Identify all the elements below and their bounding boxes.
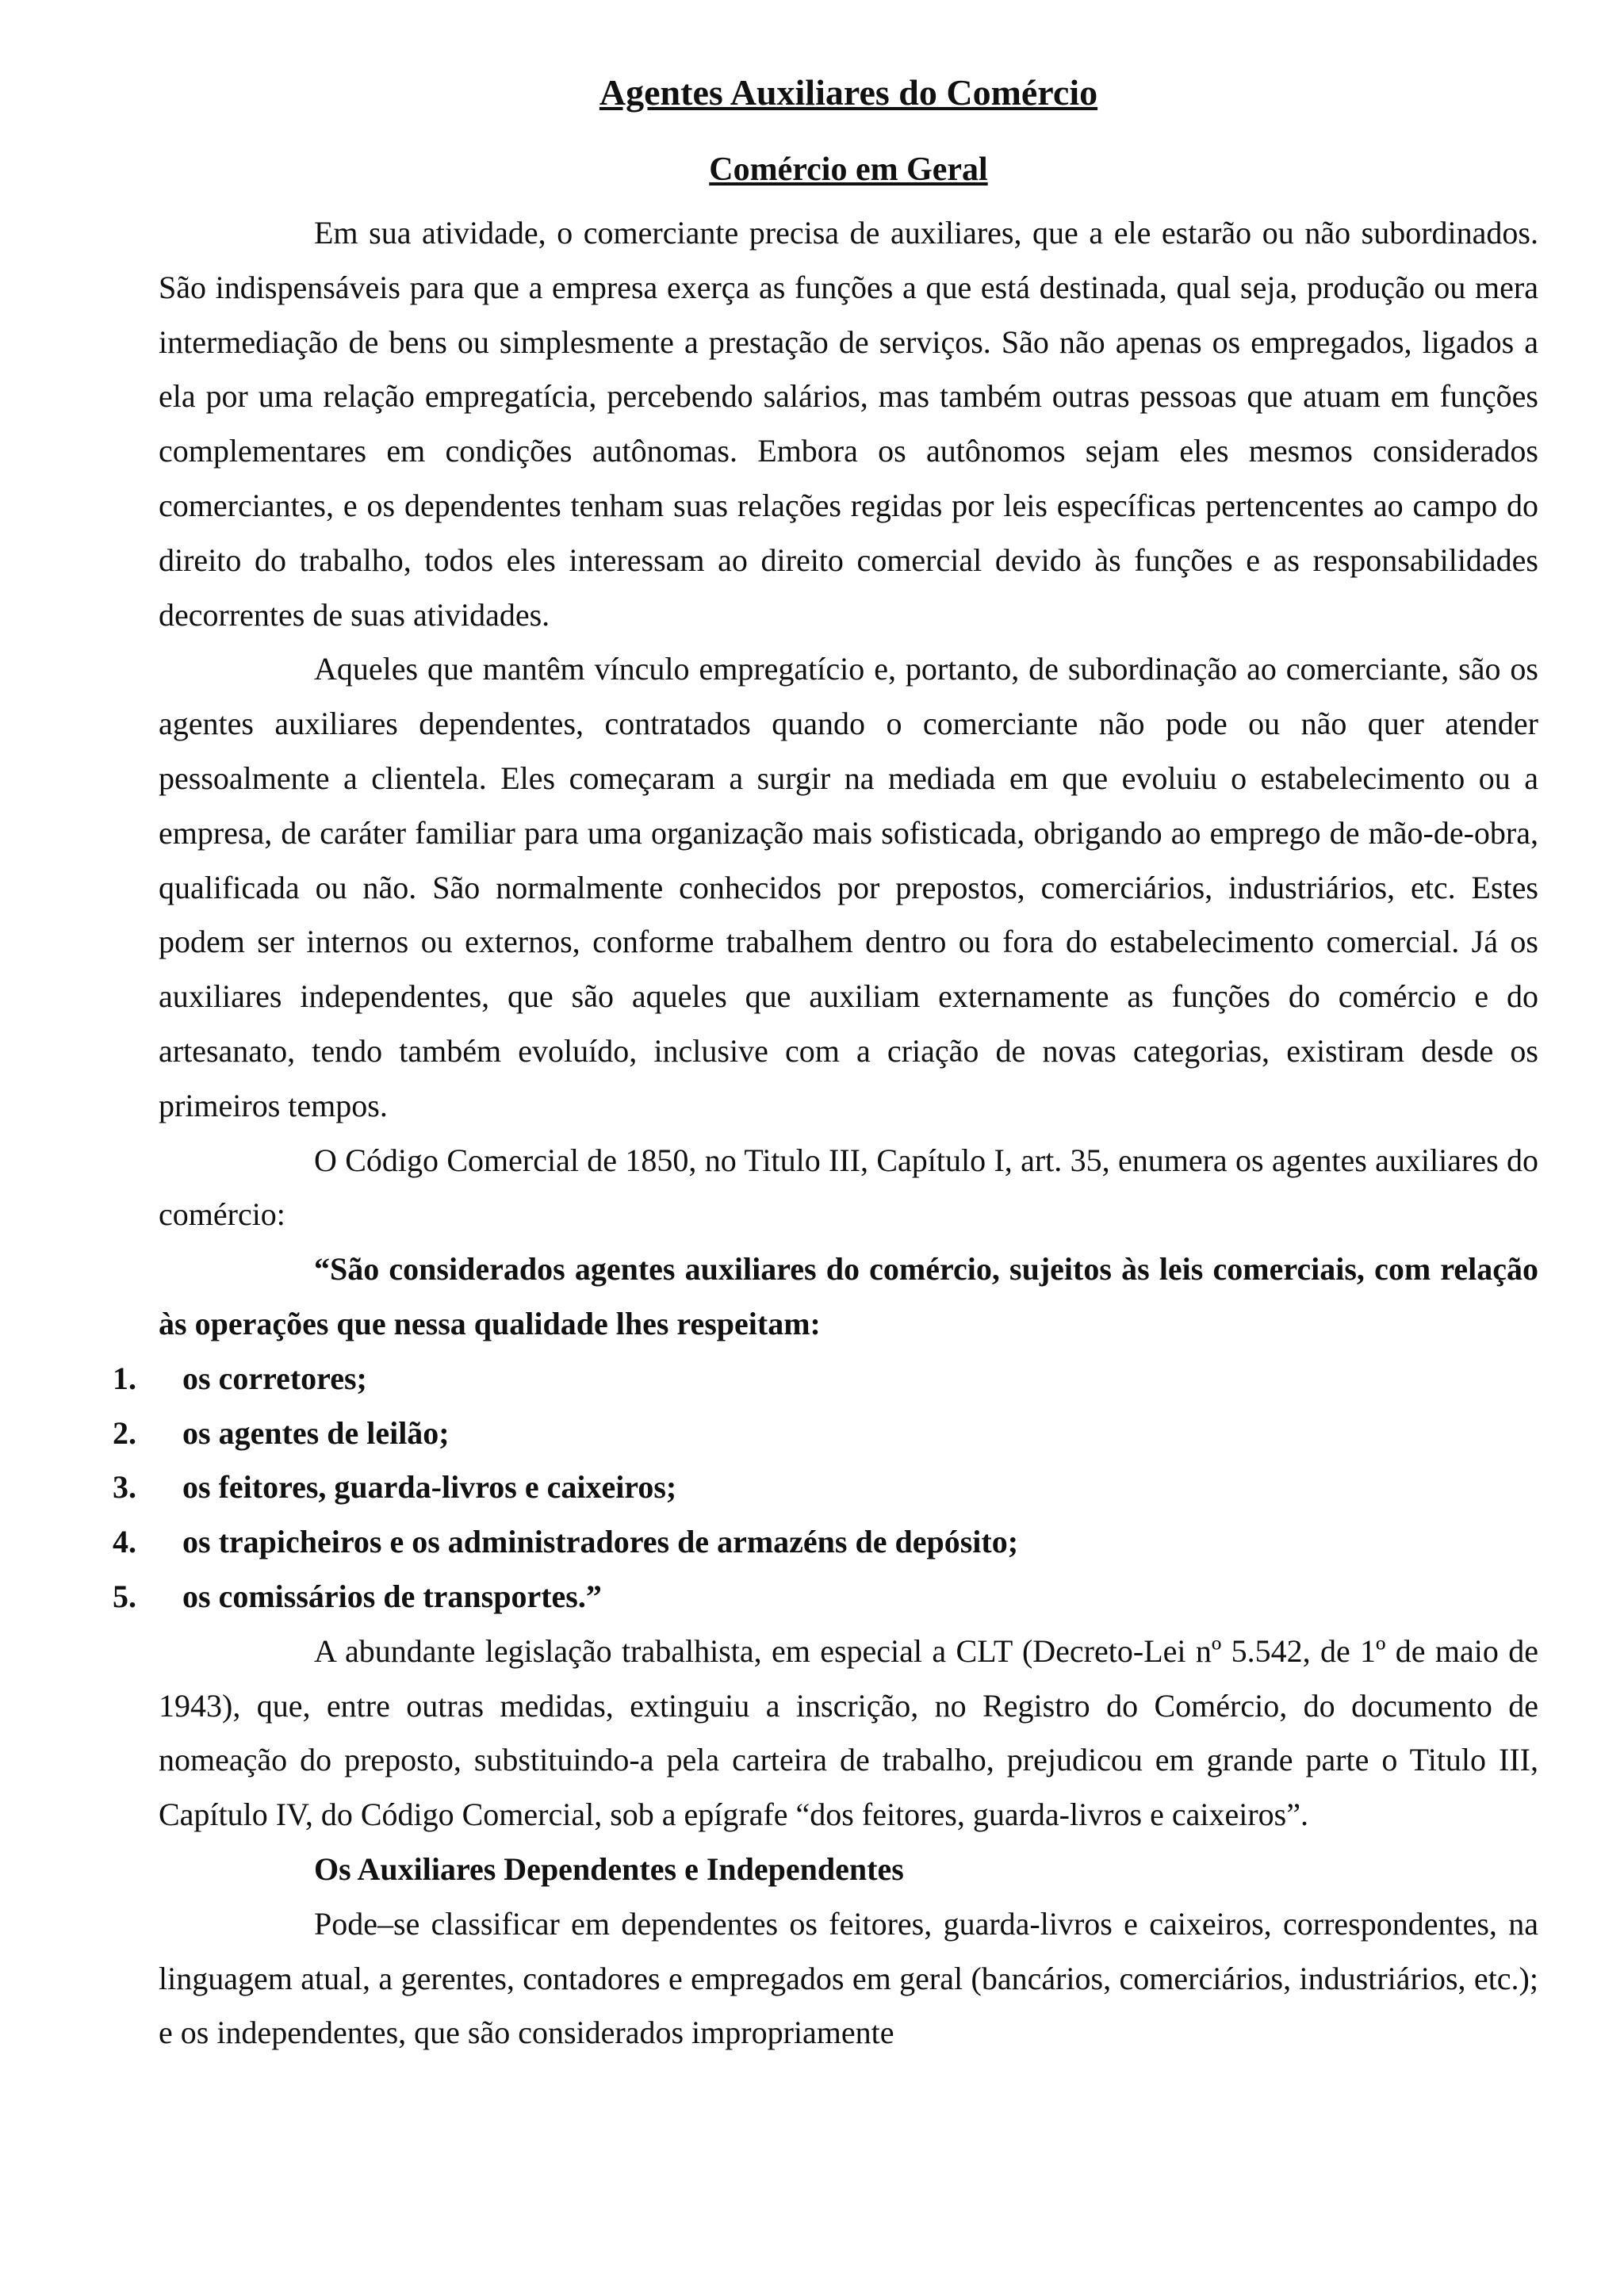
list-item-text: os trapicheiros e os administradores de armazéns de depósito; xyxy=(182,1524,1019,1560)
list-item xyxy=(113,1570,1538,1624)
paragraph-3: O Código Comercial de 1850, no Titulo III, Capítulo I, art. 35, enumera os agentes auxiliares do comércio: xyxy=(159,1142,1538,1233)
list-item-text: os comissários de transportes.” xyxy=(182,1578,602,1614)
section-heading: Os Auxiliares Dependentes e Independentes xyxy=(314,1850,904,1887)
paragraph-2: Aqueles que mantêm vínculo empregatício e, portanto, de subordinação ao comerciante, são os agentes auxiliares dependentes, contratados quando o comerciante não pode ou não quer atender pessoalmente a clientela. Eles começaram a surgir na mediada em que evoluiu o estabelecimento ou a empresa, de caráter familiar para uma organização mais sofisticada, obrigando ao emprego de mão-de-obra, qualificada ou não. São normalmente conhecidos por prepostos, comerciários, industriários, etc. Estes podem ser internos ou externos, conforme trabalhem dentro ou fora do estabelecimento comercial. Já os auxiliares independentes, que são aqueles que auxiliam externamente as funções do comércio e do artesanato, tendo também evoluído, inclusive com a criação de novas categorias, existiram desde os primeiros tempos. xyxy=(159,651,1538,1123)
list-item xyxy=(113,1406,1538,1461)
list-item xyxy=(113,1352,1538,1406)
list-item-text: os feitores, guarda-livros e caixeiros; xyxy=(182,1469,677,1506)
paragraph-1: Em sua atividade, o comerciante precisa de auxiliares, que a ele estarão ou não subordinados. São indispensáveis para que a empresa exerça as funções a que está destinada, qual seja, produção ou mera intermediação de bens ou simplesmente a prestação de serviços. São não apenas os empregados, ligados a ela por uma relação empregatícia, percebendo salários, mas também outras pessoas que atuam em funções complementares em condições autônomas. Embora os autônomos sejam eles mesmos considerados comerciantes, e os dependentes tenham suas relações regidas por leis específicas pertencentes ao campo do direito do trabalho, todos eles interessam ao direito comercial devido às funções e as responsabilidades decorrentes de suas atividades. xyxy=(159,215,1538,633)
section-subtitle: Comércio em Geral xyxy=(709,151,988,188)
paragraph-last: Pode–se classificar em dependentes os feitores, guarda-livros e caixeiros, correspondentes, na linguagem atual, a gerentes, contadores e empregados em geral (bancários, comerciários, industriários, etc.); e os independentes, que são considerados impropriamente xyxy=(159,1905,1538,2051)
document-body xyxy=(113,206,1538,2061)
list-item-text: os agentes de leilão; xyxy=(182,1414,450,1451)
list-item-number: 5. xyxy=(113,1578,136,1614)
paragraph-after-list: A abundante legislação trabalhista, em especial a CLT (Decreto-Lei nº 5.542, de 1º de maio de 1943), que, entre outras medidas, extinguiu a inscrição, no Registro do Comércio, do documento de nomeação do preposto, substituindo-a pela carteira de trabalho, prejudicou em grande parte o Titulo III, Capítulo IV, do Código Comercial, sob a epígrafe “dos feitores, guarda-livros e caixeiros”. xyxy=(159,1632,1538,1833)
list-item xyxy=(113,1515,1538,1570)
list-item-text: os corretores; xyxy=(182,1360,367,1396)
list-item-number: 3. xyxy=(113,1469,136,1506)
auxiliary-agents-list xyxy=(113,1352,1538,1624)
list-item xyxy=(113,1460,1538,1515)
document-title: Agentes Auxiliares do Comércio xyxy=(599,72,1098,113)
list-item-number: 2. xyxy=(113,1414,136,1451)
list-item-number: 1. xyxy=(113,1360,136,1396)
quote-intro: “São considerados agentes auxiliares do comércio, sujeitos às leis comerciais, com relação às operações que nessa qualidade lhes respeitam: xyxy=(159,1251,1538,1341)
list-item-number: 4. xyxy=(113,1524,136,1560)
